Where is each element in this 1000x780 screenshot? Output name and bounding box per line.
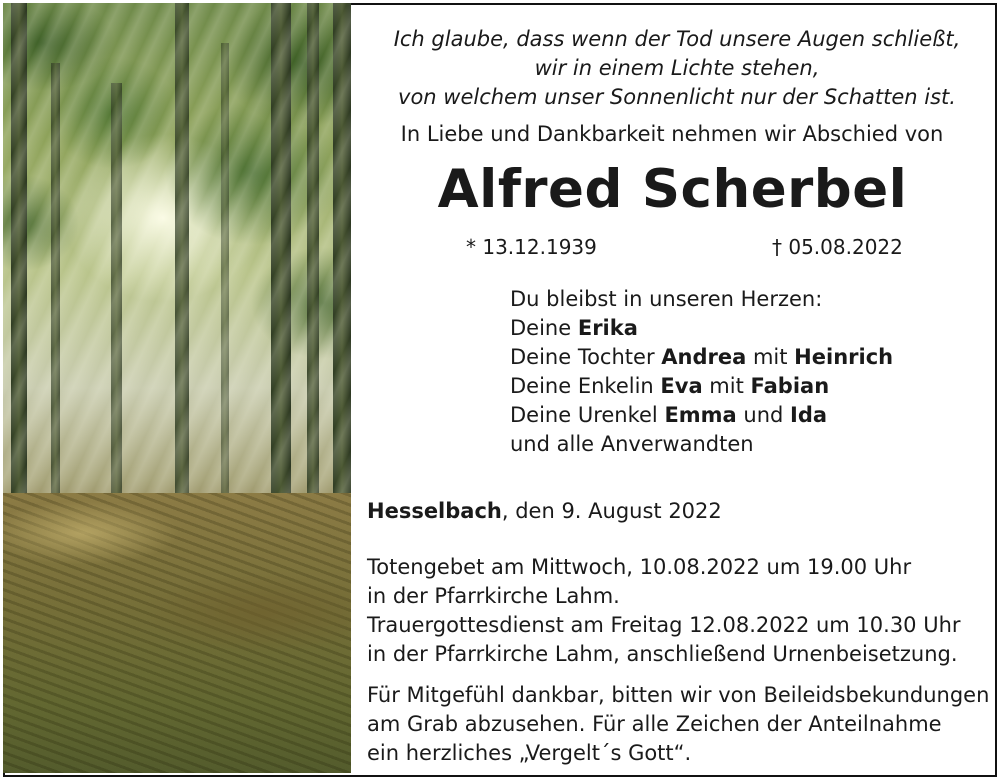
family-member-name: Eva bbox=[660, 374, 703, 398]
closing-line: am Grab abzusehen. Für alle Zeichen der Anteilnahme bbox=[367, 712, 942, 736]
family-member-name: Ida bbox=[790, 403, 828, 427]
family-member-name: Andrea bbox=[661, 345, 747, 369]
family-line bbox=[510, 343, 893, 372]
service-line: in der Pfarrkirche Lahm. bbox=[367, 584, 620, 608]
family-line: und alle Anverwandten bbox=[510, 432, 754, 456]
family-line bbox=[510, 372, 893, 401]
closing-note bbox=[367, 681, 989, 768]
family-member-name: Emma bbox=[664, 403, 737, 427]
closing-line: ein herzliches „Vergelt´s Gott“. bbox=[367, 741, 692, 765]
death-date: † 05.08.2022 bbox=[772, 235, 903, 259]
quote-line: von welchem unser Sonnenlicht nur der Schatten ist. bbox=[398, 85, 956, 109]
family-text: und bbox=[736, 403, 791, 427]
birth-date: * 13.12.1939 bbox=[466, 235, 597, 259]
quote bbox=[372, 25, 982, 112]
service-line: Totengebet am Mittwoch, 10.08.2022 um 19.00 Uhr bbox=[367, 555, 912, 579]
date-text: , den 9. August 2022 bbox=[501, 499, 722, 523]
family-text: mit bbox=[746, 345, 795, 369]
family-member-name: Fabian bbox=[750, 374, 830, 398]
quote-line: Ich glaube, dass wenn der Tod unsere Augen schließt, bbox=[393, 27, 961, 51]
quote-line: wir in einem Lichte stehen, bbox=[534, 56, 820, 80]
family-heading: Du bleibst in unseren Herzen: bbox=[510, 287, 823, 311]
family-line bbox=[510, 401, 893, 430]
closing-line: Für Mitgefühl dankbar, bitten wir von Beileidsbekundungen bbox=[367, 683, 990, 707]
family-text: Deine Urenkel bbox=[510, 403, 665, 427]
intro-text: In Liebe und Dankbarkeit nehmen wir Abschied von bbox=[400, 122, 944, 146]
family-text: mit bbox=[702, 374, 751, 398]
family-member-name: Heinrich bbox=[794, 345, 894, 369]
forest-photo bbox=[3, 3, 351, 773]
family-list bbox=[510, 285, 893, 459]
place-date bbox=[367, 497, 722, 526]
family-text: Deine Tochter bbox=[510, 345, 662, 369]
service-info bbox=[367, 553, 961, 669]
family-member-name: Erika bbox=[577, 316, 638, 340]
family-text: Deine bbox=[510, 316, 578, 340]
town-name: Hesselbach bbox=[367, 499, 502, 523]
forest-floor bbox=[3, 493, 351, 773]
service-line: in der Pfarrkirche Lahm, anschließend Urnenbeisetzung. bbox=[367, 642, 958, 666]
family-text: Deine Enkelin bbox=[510, 374, 661, 398]
deceased-name: Alfred Scherbel bbox=[437, 159, 908, 220]
family-line bbox=[510, 314, 893, 343]
obituary-text bbox=[352, 3, 993, 773]
service-line: Trauergottesdienst am Freitag 12.08.2022 um 10.30 Uhr bbox=[367, 613, 961, 637]
